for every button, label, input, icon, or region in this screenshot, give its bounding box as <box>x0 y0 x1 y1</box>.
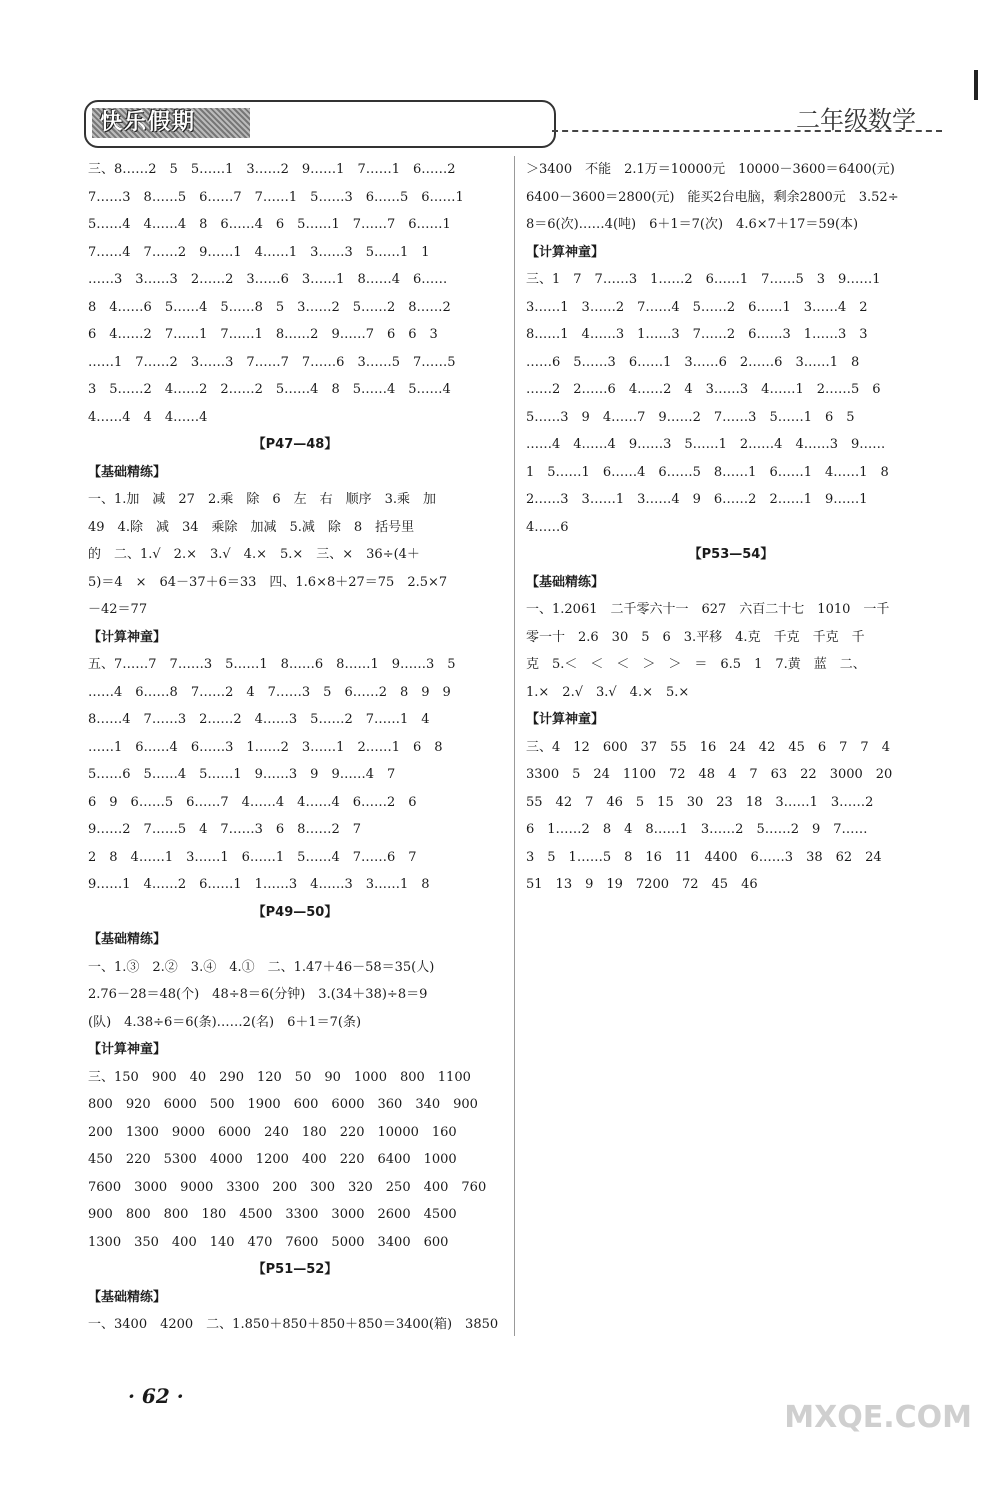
answer-line: 3 5 1……5 8 16 11 4400 6……3 38 62 24 <box>526 849 882 865</box>
answer-line: 6 9 6……5 6……7 4……4 4……4 6……2 6 <box>88 794 417 810</box>
subsection-tag: 【计算神童】 <box>526 712 605 727</box>
subsection-tag: 【基础精练】 <box>88 464 167 480</box>
answer-line: 4……6 <box>526 519 569 535</box>
answer-line: ……1 7……2 3……3 7……7 7……6 3……5 7……5 <box>88 354 456 370</box>
header-title: 快乐假期 <box>92 108 250 138</box>
answer-line: (队) 4.38÷6＝6(条)……2(名) 6＋1＝7(条) <box>88 1014 362 1030</box>
answer-line: 一、1.加 减 27 2.乘 除 6 左 右 顺序 3.乘 加 <box>88 492 437 507</box>
answer-line: 8……1 4……3 1……3 7……2 6……3 1……3 3 <box>526 327 868 342</box>
answer-line: 2……3 3……1 3……4 9 6……2 2……1 9……1 <box>526 492 868 507</box>
answer-line: 3300 5 24 1100 72 48 4 7 63 22 3000 20 <box>526 767 893 782</box>
header-subject: 二年级数学 <box>796 106 916 134</box>
subsection-tag: 【计算神童】 <box>88 629 167 645</box>
watermark: MXQE.COM <box>784 1400 972 1435</box>
section-heading: 【P53—54】 <box>688 547 774 562</box>
answer-line: 9……2 7……5 4 7……3 6 8……2 7 <box>88 822 361 837</box>
answer-line: 4……4 4 4……4 <box>88 409 208 425</box>
answer-line: 9……1 4……2 6……1 1……3 4……3 3……1 8 <box>88 877 430 892</box>
answer-line: 一、1.③ 2.② 3.④ 4.① 二、1.47＋46－58＝35(人) <box>88 959 435 975</box>
answer-line: 200 1300 9000 6000 240 180 220 10000 160 <box>88 1124 457 1140</box>
answer-line: 三、150 900 40 290 120 50 90 1000 800 1100 <box>88 1069 471 1085</box>
answer-line: 900 800 800 180 4500 3300 3000 2600 4500 <box>88 1207 457 1222</box>
page-number: · 62 · <box>128 1384 184 1408</box>
answer-line: 一、3400 4200 二、1.850＋850＋850＋850＝3400(箱) 3850 <box>88 1317 499 1332</box>
answer-line: 三、1 7 7……3 1……2 6……1 7……5 3 9……1 <box>526 272 881 287</box>
subsection-tag: 【基础精练】 <box>88 1289 167 1305</box>
answer-line: ……1 6……4 6……3 1……2 3……1 2……1 6 8 <box>88 739 443 755</box>
answer-line: 2 8 4……1 3……1 6……1 5……4 7……6 7 <box>88 849 417 865</box>
answer-line: 6400－3600＝2800(元) 能买2台电脑，剩余2800元 3.52÷ <box>526 189 899 205</box>
answer-line: 2.76－28＝48(个) 48÷8＝6(分钟) 3.(34＋38)÷8＝9 <box>88 987 428 1002</box>
section-heading: 【P49—50】 <box>252 904 338 920</box>
answer-line: 三、8……2 5 5……1 3……2 9……1 7……1 6……2 <box>88 162 456 177</box>
answer-line: 1300 350 400 140 470 7600 5000 3400 600 <box>88 1234 449 1250</box>
corner-mark <box>974 70 978 100</box>
answer-line: －42＝77 <box>88 602 148 617</box>
answer-line: 8……4 7……3 2……2 4……3 5……2 7……1 4 <box>88 712 430 727</box>
answer-line: ……4 4……4 9……3 5……1 2……4 4……3 9…… <box>526 437 886 452</box>
answer-line: 三、4 12 600 37 55 16 24 42 45 6 7 7 4 <box>526 739 890 755</box>
answer-line: 49 4.除 减 34 乘除 加减 5.减 除 8 括号里 <box>88 519 415 535</box>
answer-line: 800 920 6000 500 1900 600 6000 360 340 900 <box>88 1097 478 1112</box>
answer-line: ……6 5……3 6……1 3……6 2……6 3……1 8 <box>526 354 860 370</box>
answer-line: 6 4……2 7……1 7……1 8……2 9……7 6 6 3 <box>88 327 438 342</box>
answer-line: 五、7……7 7……3 5……1 8……6 8……1 9……3 5 <box>88 657 456 672</box>
answer-line: 克 5.＜ ＜ ＜ ＞ ＞ ＝ 6.5 1 7.黄 蓝 二、 <box>526 657 866 672</box>
column-divider <box>514 156 515 1336</box>
header-banner <box>84 100 556 148</box>
answer-line: 1.× 2.√ 3.√ 4.× 5.× <box>526 684 690 700</box>
answer-line: 8 4……6 5……4 5……8 5 3……2 5……2 8……2 <box>88 299 451 315</box>
answer-line: ……3 3……3 2……2 3……6 3……1 8……4 6…… <box>88 272 448 287</box>
answer-line: 7……4 7……2 9……1 4……1 3……3 5……1 1 <box>88 244 430 260</box>
right-column <box>526 156 936 899</box>
answer-line: 8＝6(次)……4(吨) 6＋1＝7(次) 4.6×7＋17＝59(本) <box>526 217 859 232</box>
answer-line: ……2 2……6 4……2 4 3……3 4……1 2……5 6 <box>526 382 881 397</box>
answer-line: 5……4 4……4 8 6……4 6 5……1 7……7 6……1 <box>88 217 451 232</box>
left-column <box>88 156 502 1339</box>
subsection-tag: 【计算神童】 <box>526 244 605 260</box>
section-heading: 【P47—48】 <box>252 437 338 452</box>
answer-line: 3……1 3……2 7……4 5……2 6……1 3……4 2 <box>526 299 868 315</box>
answer-line: 7600 3000 9000 3300 200 300 320 250 400 760 <box>88 1179 487 1195</box>
answer-line: 1 5……1 6……4 6……5 8……1 6……1 4……1 8 <box>526 464 889 480</box>
answer-line: ……4 6……8 7……2 4 7……3 5 6……2 8 9 9 <box>88 684 451 700</box>
answer-line: 7……3 8……5 6……7 7……1 5……3 6……5 6……1 <box>88 189 464 205</box>
answer-line: 零一十 2.6 30 5 6 3.平移 4.克 千克 千克 千 <box>526 629 865 645</box>
answer-line: 55 42 7 46 5 15 30 23 18 3……1 3……2 <box>526 794 874 810</box>
answer-line: 450 220 5300 4000 1200 400 220 6400 1000 <box>88 1152 457 1167</box>
subsection-tag: 【基础精练】 <box>526 574 605 590</box>
header-rule <box>552 130 942 132</box>
answer-line: 51 13 9 19 7200 72 45 46 <box>526 877 758 892</box>
answer-line: 5)＝4 × 64－37＋6＝33 四、1.6×8＋27＝75 2.5×7 <box>88 574 448 590</box>
answer-line: 5……3 9 4……7 9……2 7……3 5……1 6 5 <box>526 409 855 425</box>
subsection-tag: 【计算神童】 <box>88 1042 167 1057</box>
answer-line: 6 1……2 8 4 8……1 3……2 5……2 9 7…… <box>526 822 868 837</box>
answer-line: ＞3400 不能 2.1万＝10000元 10000－3600＝6400(元) <box>526 162 895 177</box>
answer-line: 5……6 5……4 5……1 9……3 9 9……4 7 <box>88 767 396 782</box>
subsection-tag: 【基础精练】 <box>88 932 167 947</box>
answer-line: 的 二、1.√ 2.× 3.√ 4.× 5.× 三、× 36÷(4＋ <box>88 547 420 562</box>
answer-line: 3 5……2 4……2 2……2 5……4 8 5……4 5……4 <box>88 382 451 397</box>
answer-line: 一、1.2061 二千零六十一 627 六百二十七 1010 一千 <box>526 602 890 617</box>
section-heading: 【P51—52】 <box>252 1262 338 1277</box>
